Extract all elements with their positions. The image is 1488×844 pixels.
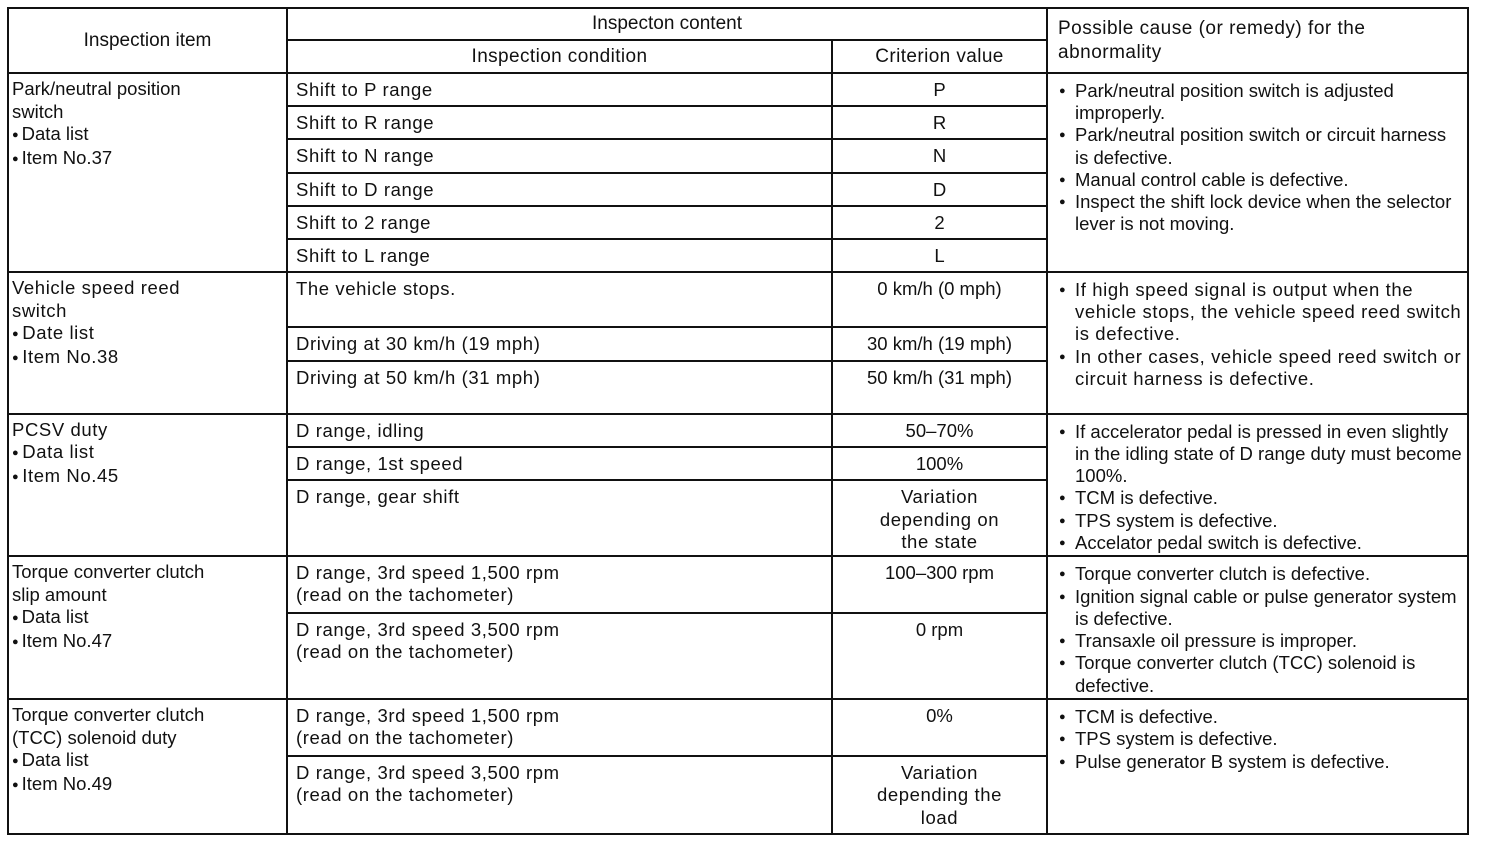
item-cell (8, 272, 287, 414)
criterion-cell: R (832, 106, 1047, 139)
cause-cell (1047, 272, 1468, 414)
criterion-cell: 50–70% (832, 414, 1047, 447)
cause-cell (1047, 556, 1468, 699)
header-inspection-content: Inspecton content (287, 8, 1047, 40)
condition-cell: D range, 1st speed (287, 447, 832, 480)
cause-item: ● Manual control cable is defective. (1058, 169, 1463, 191)
criterion-cell: N (832, 139, 1047, 172)
cause-item: ● Pulse generator B system is defective. (1058, 751, 1463, 773)
item-data-list: ● Data list (12, 123, 282, 147)
condition-cell: Shift to 2 range (287, 206, 832, 239)
item-title-line: (TCC) solenoid duty (12, 726, 177, 748)
table-row (8, 556, 1468, 612)
criterion-cell: 50 km/h (31 mph) (832, 361, 1047, 413)
item-cell (8, 699, 287, 834)
cause-item: ● Park/neutral position switch or circuit harness is defective. (1058, 124, 1463, 168)
condition-cell: Shift to N range (287, 139, 832, 172)
condition-cell: Shift to P range (287, 73, 832, 106)
item-data-list: ● Date list (12, 322, 282, 346)
header-criterion-value: Criterion value (832, 40, 1047, 73)
cause-cell (1047, 699, 1468, 834)
inspection-table (7, 7, 1469, 835)
cause-item: ● TPS system is defective. (1058, 510, 1463, 532)
item-cell (8, 73, 287, 272)
condition-cell: Shift to D range (287, 173, 832, 206)
table-row (8, 699, 1468, 755)
item-number: ● Item No.38 (12, 346, 282, 370)
criterion-cell: L (832, 239, 1047, 272)
criterion-cell: 0% (832, 699, 1047, 755)
condition-cell: D range, idling (287, 414, 832, 447)
condition-cell: D range, 3rd speed 1,500 rpm (read on the tachometer) (287, 556, 832, 612)
header-inspection-item: Inspection item (8, 8, 287, 73)
condition-cell: Driving at 30 km/h (19 mph) (287, 327, 832, 361)
item-title-line: PCSV duty (12, 418, 108, 440)
item-title-line: Park/neutral position (12, 78, 181, 99)
cause-item: ● If high speed signal is output when the vehicle stops, the vehicle speed reed switch is defective. (1058, 279, 1463, 346)
cause-cell (1047, 73, 1468, 272)
criterion-cell: 0 rpm (832, 613, 1047, 699)
cause-item: ● If accelerator pedal is pressed in even slightly in the idling state of D range duty must become 100%. (1058, 421, 1463, 488)
condition-cell: D range, 3rd speed 3,500 rpm (read on the tachometer) (287, 756, 832, 835)
cause-item: ● TCM is defective. (1058, 706, 1463, 728)
item-number: ● Item No.47 (12, 630, 282, 654)
criterion-cell: D (832, 173, 1047, 206)
item-title-line: switch (12, 100, 64, 122)
condition-cell: D range, 3rd speed 3,500 rpm (read on the tachometer) (287, 613, 832, 699)
table-row (8, 73, 1468, 106)
cause-item: ● Ignition signal cable or pulse generator system is defective. (1058, 586, 1463, 630)
condition-cell: D range, gear shift (287, 480, 832, 556)
item-cell (8, 556, 287, 699)
item-number: ● Item No.45 (12, 465, 282, 489)
header-possible-cause: Possible cause (or remedy) for the abnormality (1047, 8, 1468, 73)
condition-cell: The vehicle stops. (287, 272, 832, 327)
item-title-line: slip amount (12, 583, 107, 605)
item-title-line: Torque converter clutch (12, 704, 205, 726)
cause-item: ● TPS system is defective. (1058, 728, 1463, 750)
item-data-list: ● Data list (12, 749, 282, 773)
cause-item: ● TCM is defective. (1058, 487, 1463, 509)
condition-cell: Shift to L range (287, 239, 832, 272)
criterion-cell: Variation depending the load (832, 756, 1047, 835)
condition-cell: Shift to R range (287, 106, 832, 139)
item-data-list: ● Data list (12, 441, 282, 465)
criterion-cell: Variation depending on the state (832, 480, 1047, 556)
criterion-cell: 2 (832, 206, 1047, 239)
header-inspection-condition: Inspection condition (287, 40, 832, 73)
criterion-cell: P (832, 73, 1047, 106)
cause-item: ● In other cases, vehicle speed reed switch or circuit harness is defective. (1058, 346, 1463, 390)
criterion-cell: 100–300 rpm (832, 556, 1047, 612)
table-row (8, 272, 1468, 327)
condition-cell: D range, 3rd speed 1,500 rpm (read on the tachometer) (287, 699, 832, 755)
condition-cell: Driving at 50 km/h (31 mph) (287, 361, 832, 413)
item-title-line: Torque converter clutch (12, 561, 205, 583)
cause-item: ● Inspect the shift lock device when the selector lever is not moving. (1058, 191, 1463, 235)
item-number: ● Item No.49 (12, 773, 282, 797)
cause-cell (1047, 414, 1468, 557)
item-number: ● Item No.37 (12, 147, 282, 171)
criterion-cell: 0 km/h (0 mph) (832, 272, 1047, 327)
table-row (8, 414, 1468, 447)
criterion-cell: 30 km/h (19 mph) (832, 327, 1047, 361)
item-cell (8, 414, 287, 557)
cause-item: ● Transaxle oil pressure is improper. (1058, 630, 1463, 652)
cause-item: ● Accelator pedal switch is defective. (1058, 532, 1463, 554)
cause-item: ● Torque converter clutch is defective. (1058, 563, 1463, 585)
cause-item: ● Park/neutral position switch is adjusted improperly. (1058, 80, 1463, 124)
cause-item: ● Torque converter clutch (TCC) solenoid is defective. (1058, 652, 1463, 696)
criterion-cell: 100% (832, 447, 1047, 480)
item-title-line: Vehicle speed reed (12, 277, 181, 299)
item-data-list: ● Data list (12, 606, 282, 630)
item-title-line: switch (12, 299, 67, 321)
